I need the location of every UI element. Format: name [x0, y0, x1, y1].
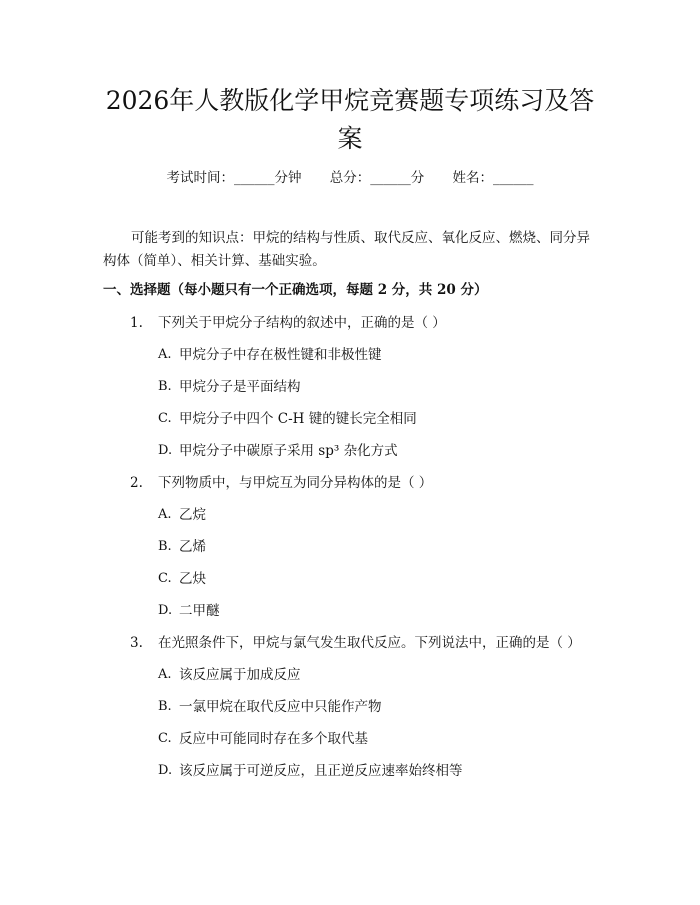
- option-text: 甲烷分子中碳原子采用 sp³ 杂化方式: [179, 443, 398, 459]
- option-letter: C.: [158, 411, 172, 426]
- question-text: 下列关于甲烷分子结构的叙述中，正确的是（ ）: [158, 315, 446, 331]
- exam-time-label: 考试时间：: [166, 170, 234, 186]
- exam-info-line: [0, 168, 700, 188]
- student-name-label: 姓名：: [452, 170, 494, 186]
- total-score-label: 总分：: [329, 170, 371, 186]
- option-text: 乙烯: [179, 539, 206, 555]
- total-score-blank: ______: [370, 170, 411, 186]
- option-letter: D.: [158, 603, 173, 618]
- option-text: 该反应属于加成反应: [179, 667, 301, 683]
- question-text: 下列物质中，与甲烷互为同分异构体的是（ ）: [158, 475, 433, 491]
- option-letter: D.: [158, 443, 173, 458]
- option-letter: A.: [158, 667, 172, 682]
- question-number: 2.: [130, 475, 143, 491]
- option-text: 一氯甲烷在取代反应中只能作产物: [179, 699, 382, 715]
- option-text: 该反应属于可逆反应，且正逆反应速率始终相等: [179, 763, 463, 779]
- option-letter: B.: [158, 539, 172, 554]
- option-text: 乙炔: [179, 571, 206, 587]
- question-text: 在光照条件下，甲烷与氯气发生取代反应。下列说法中，正确的是（ ）: [158, 635, 581, 651]
- total-score-unit: 分: [410, 170, 425, 186]
- option-letter: D.: [158, 763, 173, 778]
- exam-time-blank: ______: [233, 170, 275, 186]
- exam-time-unit: 分钟: [274, 170, 302, 186]
- student-name-field: [453, 168, 534, 188]
- total-score-field: [330, 168, 425, 188]
- section-title-multiple-choice: 一、选择题（每小题只有一个正确选项，每题 2 分，共 20 分）: [103, 282, 488, 298]
- option-text: 甲烷分子中四个 C-H 键的键长完全相同: [179, 411, 417, 427]
- option-letter: C.: [158, 571, 172, 586]
- option-text: 甲烷分子中存在极性键和非极性键: [179, 347, 382, 363]
- document-title-line-2: 案: [337, 124, 363, 153]
- knowledge-points-intro: 可能考到的知识点：甲烷的结构与性质、取代反应、氧化反应、燃烧、同分异构体（简单）、相关计算、基础实验。: [103, 230, 590, 269]
- exam-time-field: [166, 168, 301, 188]
- question-number: 3.: [130, 635, 143, 651]
- option-text: 二甲醚: [179, 603, 220, 619]
- student-name-blank: ______: [493, 170, 534, 186]
- option-letter: B.: [158, 699, 172, 714]
- option-text: 乙烷: [179, 507, 206, 523]
- option-letter: A.: [158, 507, 172, 522]
- option-text: 反应中可能同时存在多个取代基: [179, 731, 368, 747]
- option-letter: B.: [158, 379, 172, 394]
- option-letter: A.: [158, 347, 172, 362]
- question-number: 1.: [130, 315, 143, 331]
- document-title-line-1: 2026年人教版化学甲烷竞赛题专项练习及答: [105, 86, 595, 115]
- option-letter: C.: [158, 731, 172, 746]
- option-text: 甲烷分子是平面结构: [179, 379, 301, 395]
